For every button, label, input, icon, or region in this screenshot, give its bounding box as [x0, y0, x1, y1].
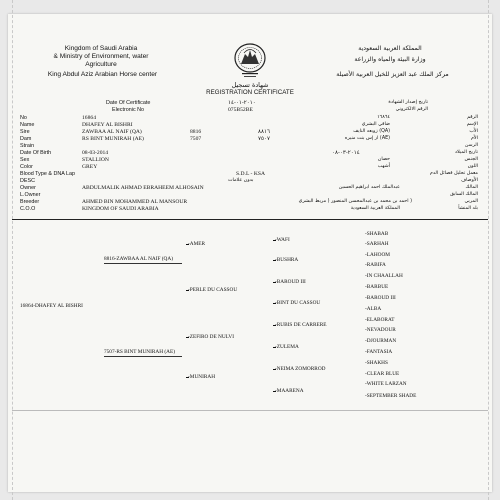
pedigree-parent-dam: 7507-RS BINT MUNIRAH (AE) — [104, 349, 175, 355]
field-ar-label-dam: الأم — [470, 136, 478, 141]
pedigree-great-grandparent-2: -BUSHRA — [275, 257, 299, 263]
pedigree-great-grandparent-8: -MAARENA — [275, 388, 304, 394]
field-ar-value-name: ضافي البشري — [361, 122, 390, 127]
field-ar-value-breeder: ( احمد بن محمد بن عبدالمحسن المنصور ( مربط البشري — [298, 199, 412, 204]
field-ar-label-breeder: المربي — [464, 199, 478, 204]
pedigree-great-grandparent-5: -RUBIS DE CARRERE — [275, 322, 327, 328]
field-label-coo: C.O.O — [20, 206, 36, 212]
field-ar-label-dob: تاريخ الميلاد — [454, 150, 478, 155]
field-ar-label-no: الرقم — [467, 115, 478, 120]
field-label-name: Name — [20, 122, 35, 128]
date-of-certificate-label: Date Of Certificate — [106, 100, 151, 106]
field-num-sire: 8816 — [190, 129, 202, 135]
page-edge-right — [488, 0, 489, 500]
field-ar-label-sire: الأب — [469, 129, 478, 134]
center-emblem-logo — [222, 40, 278, 80]
date-of-certificate-value: ٢٠١٠-٠١-١٤ — [228, 100, 256, 106]
pedigree-grandparent-4: -MUNIRAH — [188, 374, 216, 380]
field-label-lowner: L.Owner — [20, 192, 41, 198]
pedigree-grandparent-1: -AMER — [188, 241, 206, 247]
title-ar: شهادة تسجيل — [231, 81, 269, 89]
field-label-desc: DESC — [20, 178, 35, 184]
pedigree-gen4-7: -BAROUD III — [365, 295, 396, 301]
pedigree-subject: 16864-DHAFEY AL BISHRI — [20, 303, 83, 309]
field-value-no: 16864 — [82, 115, 96, 121]
pedigree-gen4-8: -ALBA — [365, 306, 382, 312]
field-ar-num-dam: ٧٥٠٧ — [258, 136, 271, 142]
pedigree-gen4-6: -BARBUE — [365, 284, 389, 290]
header-ar-line-3: مركز الملك عبد العزيز للخيل العربية الأصيلة — [336, 71, 449, 78]
field-value-desc: بدون علامات — [228, 178, 254, 183]
field-value-sex: STALLION — [82, 157, 109, 163]
pedigree-gen4-13: -SHAKHS — [365, 360, 388, 366]
field-label-owner: Owner — [20, 185, 36, 191]
field-value-blood-type: S.D.L - KSA — [236, 171, 266, 177]
field-ar-value-no: ١٦٨٦٤ — [377, 115, 390, 120]
field-value-sire: ZAWBAA AL NAIF (QA) — [82, 129, 142, 135]
field-ar-value-dam: (AE) ار إس بنت منيره — [344, 136, 390, 141]
pedigree-great-grandparent-7: -NEIMA ZOMORROD — [275, 366, 326, 372]
pedigree-gen4-3: -LAHOOM — [365, 252, 391, 258]
field-label-breeder: Breeder — [20, 199, 40, 205]
bottom-divider — [12, 410, 488, 411]
pedigree-gen4-15: -WHITE LARZAN — [365, 381, 407, 387]
field-label-strain: Strain — [20, 143, 35, 149]
title-en: REGISTRATION CERTIFICATE — [206, 89, 294, 96]
header-en-line-2: & Ministry of Environment, water — [53, 53, 149, 60]
field-ar-value-sire: (QA) زوبعه النايف — [353, 129, 390, 134]
field-ar-label-owner: المالك — [465, 185, 478, 190]
header-ar-line-1: المملكة العربية السعودية — [358, 45, 422, 52]
pedigree-great-grandparent-4: -BINT DU CASSOU — [275, 300, 321, 306]
pedigree-grandparent-3: -ZEFIRO DE NULVI — [188, 334, 235, 340]
field-label-blood-type: Blood Type & DNA Lap — [20, 171, 76, 177]
pedigree-gen4-2: -SARHAH — [365, 241, 389, 247]
header-en-line-1: Kingdom of Saudi Arabia — [64, 45, 138, 52]
field-ar-label-color: اللون — [467, 164, 478, 169]
header-en-line-3: Agriculture — [85, 61, 117, 68]
field-value-color: GREY — [82, 164, 98, 170]
field-ar-label-blood-type: معمل تحليل فصائل الدم — [429, 171, 478, 176]
field-value-dam: RS BINT MUNIRAH (AE) — [82, 136, 144, 142]
field-ar-label-coo: بلد المنشأ — [458, 206, 478, 211]
page-edge-left — [12, 0, 13, 500]
field-ar-value-coo: المملكة العربية السعودية — [350, 206, 400, 211]
pedigree-line — [104, 263, 182, 264]
pedigree-parent-sire: 8816-ZAWBAA AL NAIF (QA) — [104, 256, 173, 262]
pedigree-gen4-12: -FANTASIA — [365, 349, 393, 355]
pedigree-gen4-16: -SEPTEMBER SHADE — [365, 393, 417, 399]
pedigree-gen4-5: -IN CHAALLAH — [365, 273, 403, 279]
field-label-sire: Sire — [20, 129, 30, 135]
electronic-no-value: 075B52BE — [228, 107, 253, 113]
field-ar-value-color: أشهب — [377, 164, 390, 169]
field-ar-label-lowner: المالك السابق — [450, 192, 478, 197]
pedigree-great-grandparent-3: -BAROUD III — [275, 279, 306, 285]
pedigree-gen4-1: -SHABAB — [365, 231, 389, 237]
header-en-line-4: King Abdul Aziz Arabian Horse center — [47, 71, 158, 78]
field-label-dob: Date Of Birth — [20, 150, 52, 156]
field-num-dam: 7507 — [190, 136, 202, 142]
field-value-dob: 08-03-2014 — [82, 150, 109, 156]
field-ar-label-name: الإسم — [466, 122, 478, 127]
field-ar-label-desc: الأوصاف — [461, 178, 478, 183]
field-ar-num-sire: ٨٨١٦ — [258, 129, 271, 135]
field-label-sex: Sex — [20, 157, 30, 163]
electronic-no-label: Electronic No — [112, 107, 145, 113]
header-ar-line-2: وزارة البيئة والمياه والزراعة — [354, 56, 426, 63]
pedigree-gen4-9: -ELABORAT — [365, 317, 395, 323]
field-value-name: DHAFEY AL BISHRI — [82, 122, 133, 128]
field-ar-value-sex: حصان — [377, 157, 390, 162]
section-divider — [12, 219, 488, 220]
field-label-dam: Dam — [20, 136, 32, 142]
pedigree-gen4-4: -RABIFA — [365, 262, 386, 268]
pedigree-gen4-11: -DJOURMAN — [365, 338, 397, 344]
field-label-color: Color — [20, 164, 33, 170]
pedigree-grandparent-2: -PERLE DU CASSOU — [188, 287, 238, 293]
field-value-coo: KINGDOM OF SAUDI ARABIA — [82, 206, 159, 212]
field-label-no: No — [20, 115, 27, 121]
pedigree-gen4-10: -NEVADOUR — [365, 327, 396, 333]
pedigree-great-grandparent-6: -ZULEMA — [275, 344, 299, 350]
field-value-breeder: AHMED BIN MOHAMMED AL MANSOUR — [82, 199, 188, 205]
field-ar-label-strain: الرسن — [464, 143, 478, 148]
pedigree-great-grandparent-1: -WAFI — [275, 237, 290, 243]
pedigree-gen4-14: -CLEAR BLUE — [365, 371, 400, 377]
field-ar-value-owner: عبدالملك احمد ابراهيم الحسين — [338, 185, 400, 190]
date-of-certificate-label-ar: تاريخ إصدار الشهادة — [388, 100, 428, 105]
field-value-owner: ABDULMALIK AHMAD EBRAHEEM ALHOSAIN — [82, 185, 204, 191]
field-ar-label-sex: الجنس — [464, 157, 478, 162]
pedigree-line — [104, 356, 182, 357]
field-ar-value-dob: ٢٠١٤-٠٣-٠٨ — [332, 150, 360, 156]
electronic-no-label-ar: الرقم الالكتروني — [395, 107, 428, 112]
